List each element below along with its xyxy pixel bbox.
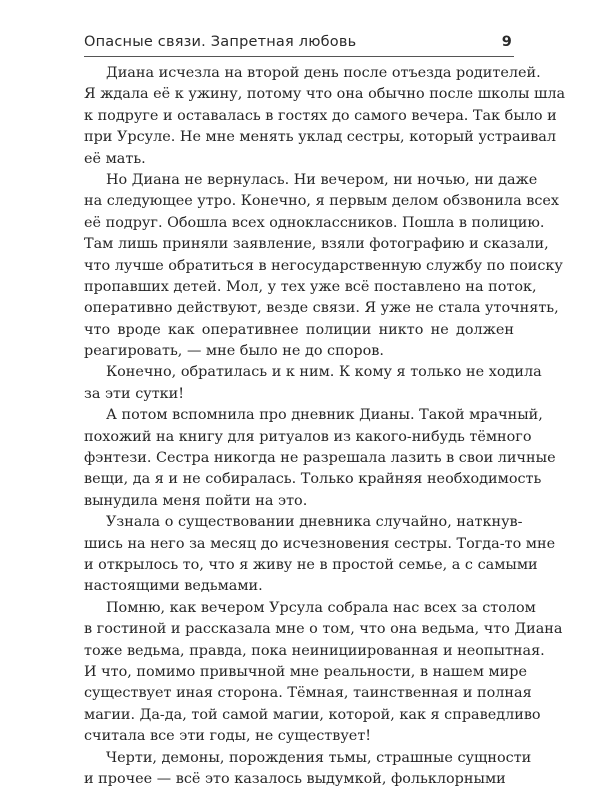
text-line: И что, помимо привычной мне реальности, в нашем мире [84, 662, 514, 683]
paragraph [84, 748, 514, 790]
text-line: фэнтези. Сестра никогда не разрешала лазить в свои личные [84, 448, 514, 469]
text-line: Там лишь приняли заявление, взяли фотографию и сказали, [84, 234, 514, 255]
text-line: Черти, демоны, порождения тьмы, страшные сущности [84, 748, 514, 769]
text-line: считала все эти годы, не существует! [84, 726, 514, 747]
text-line: и открылось то, что я живу не в простой семье, а с самыми [84, 555, 514, 576]
text-line: реагировать, — мне было не до споров. [84, 341, 514, 362]
text-line: Но Диана не вернулась. Ни вечером, ни ночью, ни даже [84, 170, 514, 191]
text-line: пропавших детей. Мол, у тех уже всё поставлено на поток, [84, 277, 514, 298]
header-rule [84, 56, 514, 57]
paragraph [84, 170, 514, 363]
text-line: при Урсуле. Не мне менять уклад сестры, который устраивал [84, 127, 514, 148]
text-line: Диана исчезла на второй день после отъезда родителей. [84, 63, 514, 84]
text-line: оперативно действуют, везде связи. Я уже не стала уточнять, [84, 298, 514, 319]
paragraph [84, 362, 514, 405]
text-line: её мать. [84, 149, 514, 170]
text-line: магии. Да-да, той самой магии, которой, как я справедливо [84, 705, 514, 726]
text-line: её подруг. Обошла всех одноклассников. Пошла в полицию. [84, 213, 514, 234]
text-line: Я ждала её к ужину, потому что она обычно после школы шла [84, 84, 514, 105]
text-line: настоящими ведьмами. [84, 576, 514, 597]
text-line: существует иная сторона. Тёмная, таинственная и полная [84, 683, 514, 704]
paragraph [84, 405, 514, 512]
text-line: вынудила меня пойти на это. [84, 491, 514, 512]
text-line: Конечно, обратилась и к ним. К кому я только не ходила [84, 362, 514, 383]
text-line: Помню, как вечером Урсула собрала нас всех за столом [84, 598, 514, 619]
text-line: к подруге и оставалась в гостях до самого вечера. Так было и [84, 106, 514, 127]
text-line: и прочее — всё это казалось выдумкой, фольклорными [84, 769, 514, 790]
text-line: в гостиной и рассказала мне о том, что она ведьма, что Диана [84, 619, 514, 640]
body-text [84, 63, 514, 790]
page-number: 9 [502, 34, 512, 50]
paragraph [84, 512, 514, 598]
text-line: тоже ведьма, правда, пока неинициированная и неопытная. [84, 641, 514, 662]
text-line: шись на него за месяц до исчезновения сестры. Тогда-то мне [84, 534, 514, 555]
paragraph [84, 63, 514, 170]
text-line: что вроде как оперативнее полиции никто не должен [84, 320, 514, 341]
text-line: на следующее утро. Конечно, я первым делом обзвонила всех [84, 191, 514, 212]
text-line: вещи, да я и не собиралась. Только крайняя необходимость [84, 469, 514, 490]
text-line: Узнала о существовании дневника случайно, наткнув- [84, 512, 514, 533]
book-title: Опасные связи. Запретная любовь [84, 34, 356, 50]
running-header [84, 34, 514, 56]
paragraph [84, 598, 514, 748]
text-line: А потом вспомнила про дневник Дианы. Такой мрачный, [84, 405, 514, 426]
text-line: что лучше обратиться в негосударственную службу по поиску [84, 256, 514, 277]
text-line: похожий на книгу для ритуалов из какого-нибудь тёмного [84, 427, 514, 448]
text-line: за эти сутки! [84, 384, 514, 405]
